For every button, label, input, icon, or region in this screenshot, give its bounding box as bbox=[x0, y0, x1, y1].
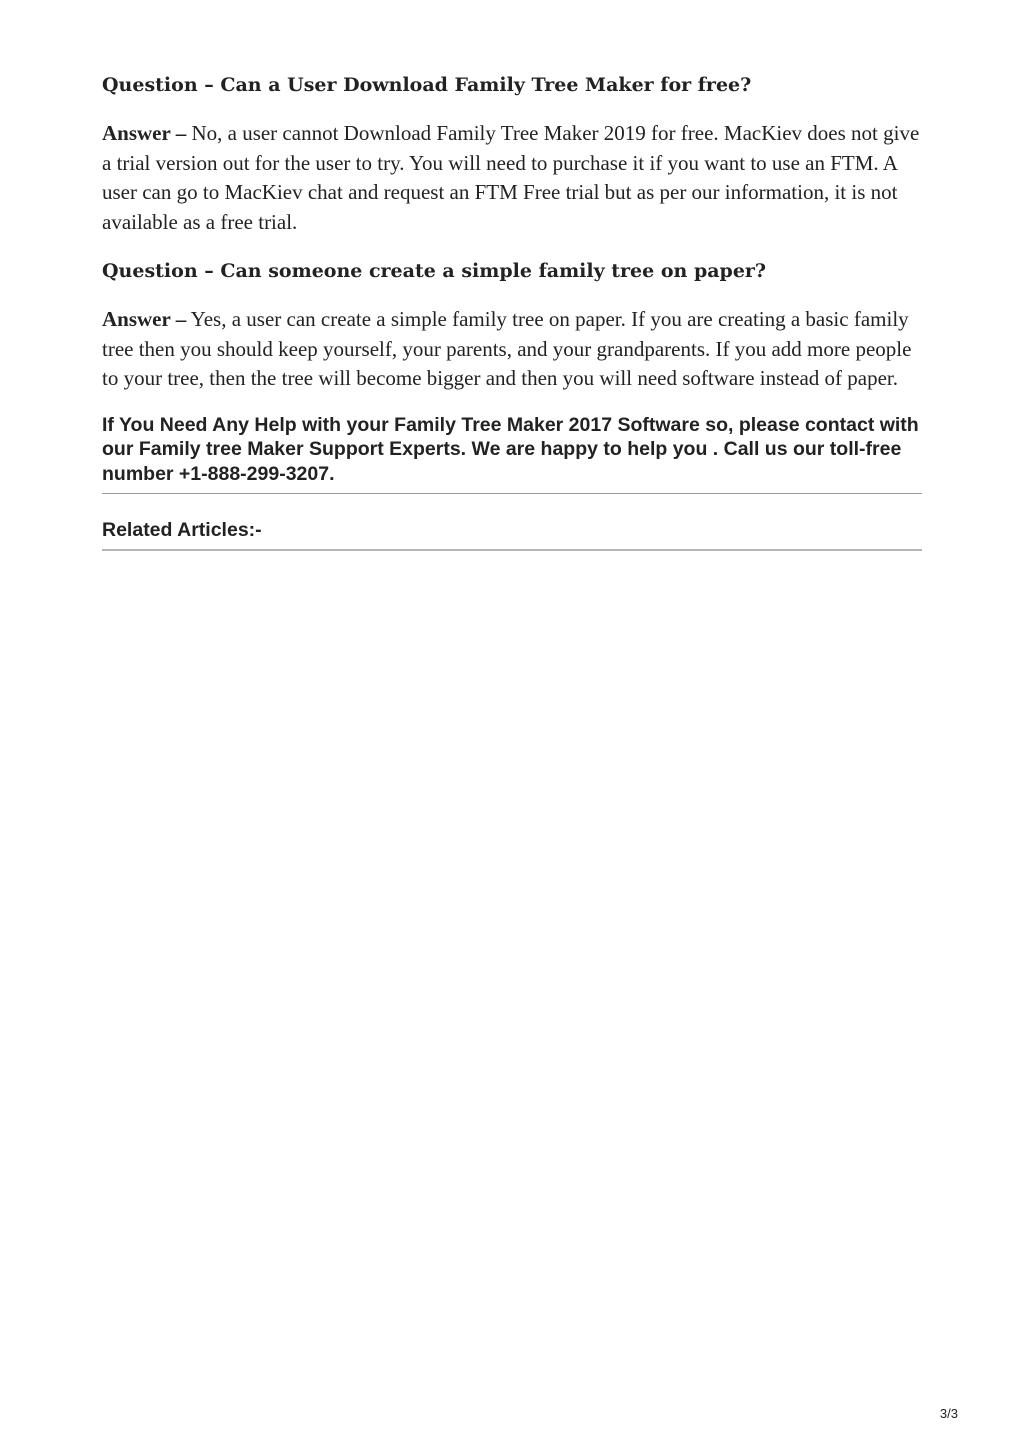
faq-answer-2 bbox=[102, 305, 922, 394]
faq-question-2: Question – Can someone create a simple family tree on paper? bbox=[102, 260, 767, 282]
page-number: 3/3 bbox=[939, 1406, 958, 1421]
faq-question-1: Question – Can a User Download Family Tree Maker for free? bbox=[102, 74, 752, 96]
support-contact-text: If You Need Any Help with your Family Tree Maker 2017 Software so, please contact with our Family tree Maker Support Experts. We are happy to help you . Call us our toll-free number +1-888-299-3207. bbox=[102, 413, 922, 495]
answer-label: Answer – bbox=[102, 121, 187, 145]
answer-text: No, a user cannot Download Family Tree Maker 2019 for free. MacKiev does not give a trial version out for the user to try. You will need to purchase it if you want to use an FTM. A user can go to MacKiev chat and request an FTM Free trial but as per our information, it is not available as a free trial. bbox=[102, 121, 920, 234]
faq-answer-1 bbox=[102, 119, 922, 237]
related-articles-heading: Related Articles:- bbox=[102, 494, 922, 551]
answer-label: Answer – bbox=[102, 307, 187, 331]
document-body bbox=[102, 70, 922, 551]
answer-text: Yes, a user can create a simple family tree on paper. If you are creating a basic family tree then you should keep yourself, your parents, and your grandparents. If you add more people to your tree, then the tree will become bigger and then you will need software instead of paper. bbox=[102, 307, 912, 390]
